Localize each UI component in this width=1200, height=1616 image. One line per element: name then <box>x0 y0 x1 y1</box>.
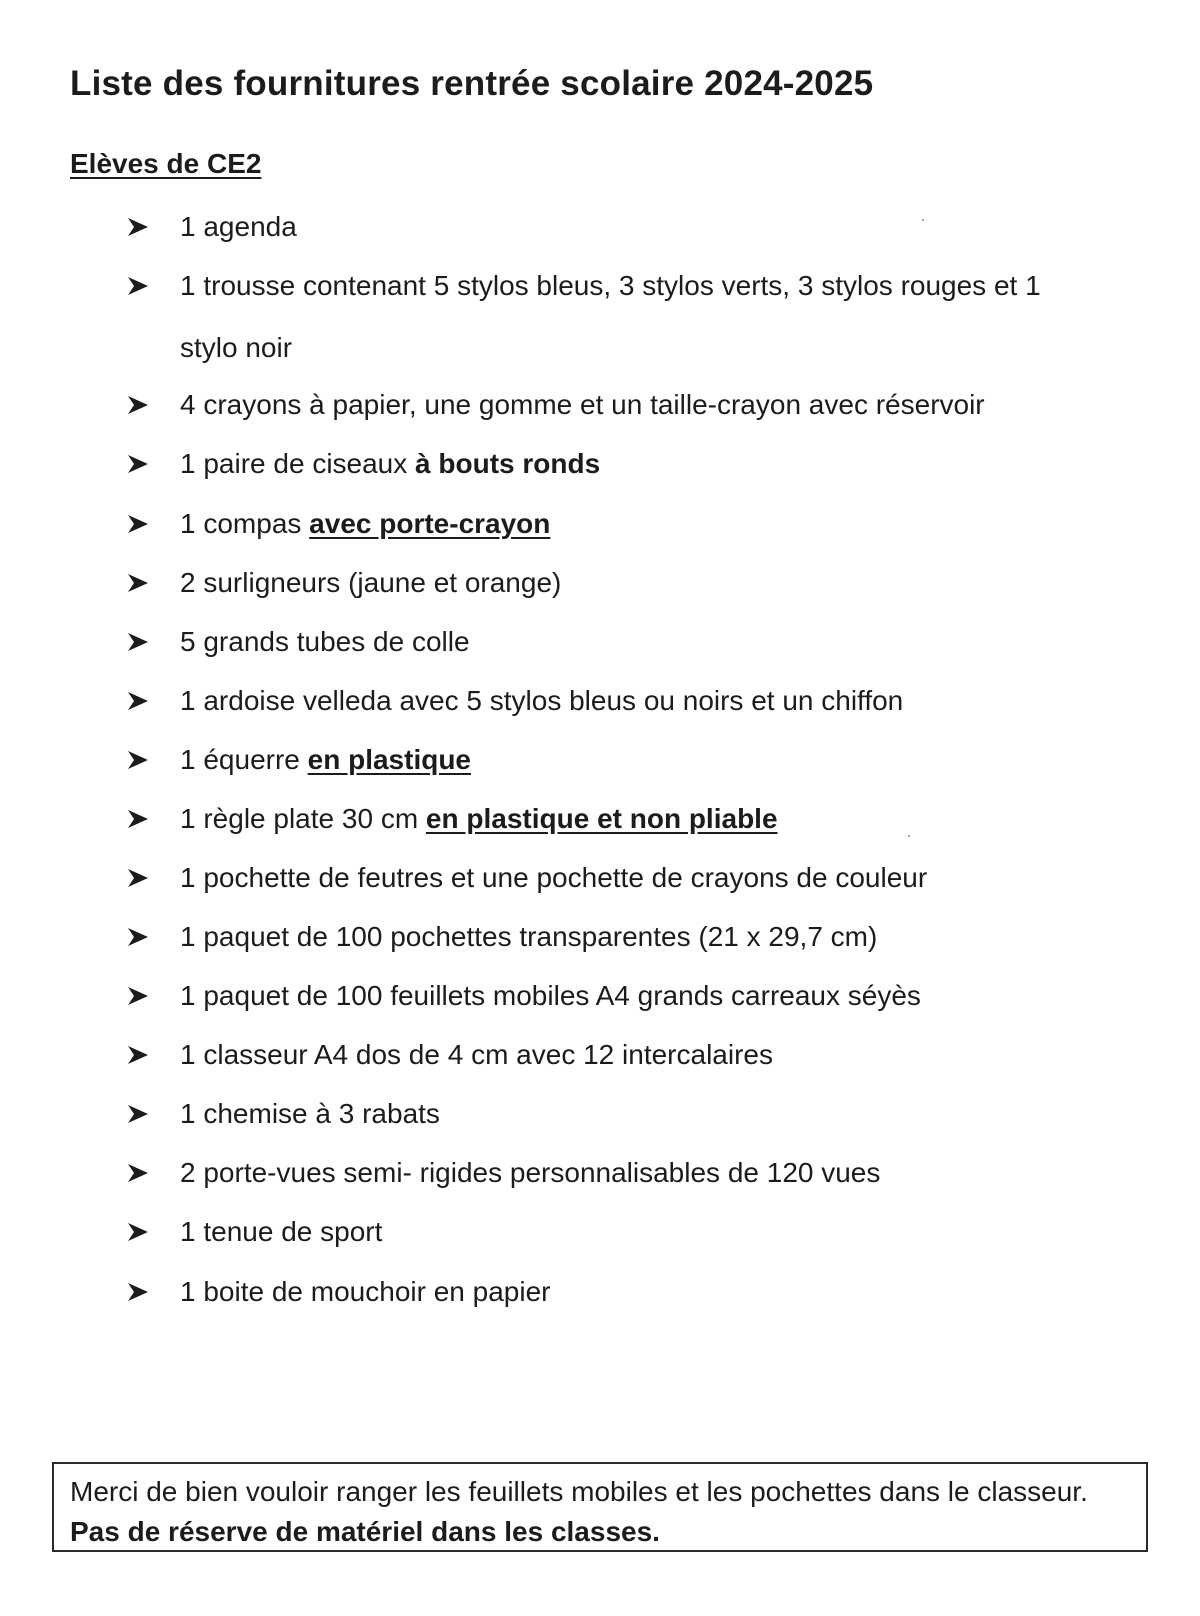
list-item-plain: 1 règle plate 30 cm <box>180 803 426 834</box>
arrow-bullet-icon <box>124 1261 152 1323</box>
list-item <box>124 1142 1124 1204</box>
list-item <box>124 255 1124 379</box>
list-item-text: 1 paquet de 100 pochettes transparentes (21 x 29,7 cm) <box>180 921 878 952</box>
list-item-text: 1 ardoise velleda avec 5 stylos bleus ou noirs et un chiffon <box>180 685 904 716</box>
list-item-text-continued: stylo noir <box>180 332 293 363</box>
list-item-text: 1 classeur A4 dos de 4 cm avec 12 intercalaires <box>180 1039 773 1070</box>
page-title: Liste des fournitures rentrée scolaire 2024-2025 <box>70 64 874 103</box>
list-item-emphasis: avec porte-crayon <box>309 508 551 539</box>
list-item-text: 1 agenda <box>180 211 297 242</box>
list-item-text: 5 grands tubes de colle <box>180 626 470 657</box>
notice-text: Merci de bien vouloir ranger les feuillets mobiles et les pochettes dans le classeur. <box>70 1476 1088 1507</box>
notice-box <box>52 1462 1148 1552</box>
arrow-bullet-icon <box>124 1083 152 1145</box>
list-item-text: 1 trousse contenant 5 stylos bleus, 3 stylos verts, 3 stylos rouges et 1 <box>180 270 1041 301</box>
arrow-bullet-icon <box>124 1142 152 1204</box>
arrow-bullet-icon <box>124 374 152 436</box>
list-item-text <box>180 493 1140 555</box>
list-item-text: 2 porte-vues semi- rigides personnalisables de 120 vues <box>180 1157 881 1188</box>
list-item-text: 2 surligneurs (jaune et orange) <box>180 567 562 598</box>
list-item-text: 1 paquet de 100 feuillets mobiles A4 grands carreaux séyès <box>180 980 921 1011</box>
arrow-bullet-icon <box>124 729 152 791</box>
list-item <box>124 1261 1124 1323</box>
list-item <box>124 1083 1124 1145</box>
list-item-plain: 1 équerre <box>180 744 308 775</box>
list-item-text: 4 crayons à papier, une gomme et un taille-crayon avec réservoir <box>180 389 985 420</box>
list-item-text: 1 boite de mouchoir en papier <box>180 1276 551 1307</box>
list-item-emphasis: en plastique et non pliable <box>425 803 778 834</box>
arrow-bullet-icon <box>124 611 152 673</box>
list-item <box>124 552 1124 614</box>
list-item-emphasis: en plastique <box>307 744 472 775</box>
arrow-bullet-icon <box>124 1201 152 1263</box>
list-item-text <box>180 788 1140 850</box>
list-item <box>124 611 1124 673</box>
arrow-bullet-icon <box>124 788 152 850</box>
list-item <box>124 847 1124 909</box>
class-subtitle: Elèves de CE2 <box>70 148 262 179</box>
list-item-text: 1 chemise à 3 rabats <box>180 1098 440 1129</box>
list-item-emphasis: à bouts ronds <box>415 448 601 479</box>
list-item <box>124 1024 1124 1086</box>
arrow-bullet-icon <box>124 1024 152 1086</box>
list-item-text <box>180 433 1140 495</box>
arrow-bullet-icon <box>124 965 152 1027</box>
scan-speck <box>908 835 910 837</box>
list-item-text: 1 pochette de feutres et une pochette de crayons de couleur <box>180 862 928 893</box>
list-item-plain: 1 compas <box>180 508 310 539</box>
arrow-bullet-icon <box>124 670 152 732</box>
list-item <box>124 906 1124 968</box>
list-item <box>124 374 1124 436</box>
list-item <box>124 788 1124 850</box>
list-item-text <box>180 729 1140 791</box>
list-item <box>124 729 1124 791</box>
list-item-plain: 1 paire de ciseaux <box>180 448 416 479</box>
list-item <box>124 433 1124 495</box>
arrow-bullet-icon <box>124 906 152 968</box>
arrow-bullet-icon <box>124 493 152 555</box>
scan-speck <box>922 219 924 221</box>
notice-emphasis: Pas de réserve de matériel dans les classes. <box>70 1516 660 1547</box>
list-item <box>124 493 1124 555</box>
arrow-bullet-icon <box>124 433 152 495</box>
list-item <box>124 1201 1124 1263</box>
arrow-bullet-icon <box>124 255 152 317</box>
list-item <box>124 670 1124 732</box>
arrow-bullet-icon <box>124 552 152 614</box>
list-item <box>124 965 1124 1027</box>
list-item <box>124 196 1124 258</box>
arrow-bullet-icon <box>124 847 152 909</box>
arrow-bullet-icon <box>124 196 152 258</box>
list-item-text: 1 tenue de sport <box>180 1216 383 1247</box>
